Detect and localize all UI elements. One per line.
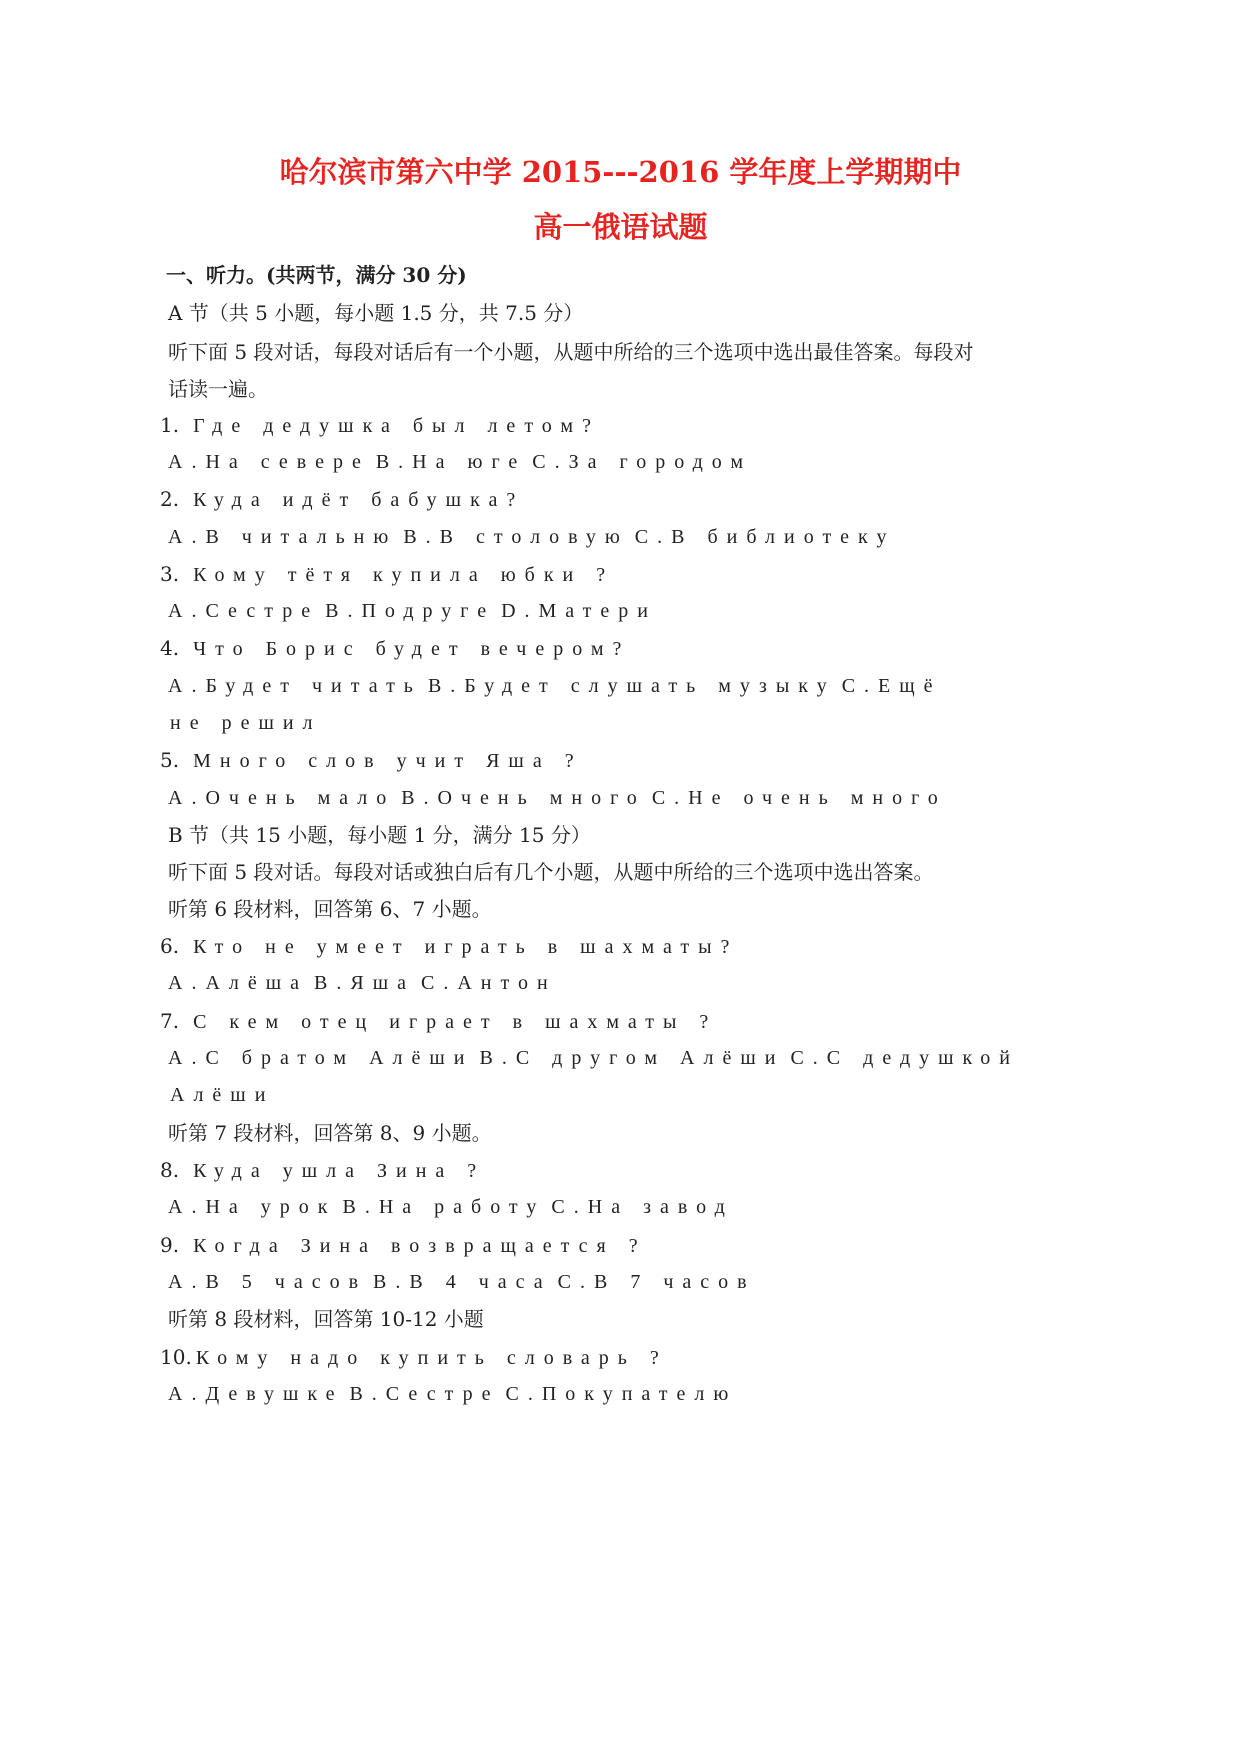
option-a: A.Сестре xyxy=(168,600,320,622)
part-a-instruction-cont: 话读一遍。 xyxy=(168,377,268,401)
question-item xyxy=(160,1233,647,1258)
option-b: B.Яша xyxy=(314,972,415,994)
question-number: 3. xyxy=(160,562,180,586)
option-a: A.Алёша xyxy=(168,972,309,994)
question-item xyxy=(160,636,630,661)
option-c: C.Не очень много xyxy=(651,787,947,809)
option-b: B.Будет слушать музыку xyxy=(427,675,836,697)
option-c: C.На завод xyxy=(551,1196,734,1218)
question-item xyxy=(160,1009,717,1034)
question-number: 5. xyxy=(160,748,180,772)
question-text: Кому тётя купила юбки ? xyxy=(193,564,615,586)
option-a: A.Девушке xyxy=(168,1383,344,1405)
options-row xyxy=(168,450,752,474)
option-c: C.В библиотеку xyxy=(634,526,896,548)
options-row xyxy=(168,599,657,623)
exam-title: 哈尔滨市第六中学 2015---2016 学年度上学期期中 xyxy=(279,155,962,189)
option-b: B.Сестре xyxy=(349,1383,500,1405)
option-a: A.Будет читать xyxy=(168,675,422,697)
material-note-8: 听第 8 段材料，回答第 10-12 小题 xyxy=(168,1307,484,1331)
option-b: B.Подруге xyxy=(325,600,496,622)
question-number: 7. xyxy=(160,1009,180,1033)
question-text: С кем отец играет в шахматы ? xyxy=(193,1011,718,1033)
option-b: B.Очень много xyxy=(401,787,646,809)
question-text: Когда Зина возвращается ? xyxy=(193,1235,647,1257)
question-text: Кто не умеет играть в шахматы? xyxy=(193,936,739,958)
question-number: 6. xyxy=(160,934,180,958)
option-c: D.Матери xyxy=(501,600,657,622)
part-b-heading: B 节（共 15 小题，每小题 1 分，满分 15 分） xyxy=(168,823,591,847)
options-row xyxy=(168,971,557,995)
part-a-heading: A 节（共 5 小题，每小题 1.5 分，共 7.5 分） xyxy=(168,301,584,325)
part-b-instruction: 听下面 5 段对话。每段对话或独白后有几个小题，从题中所给的三个选项中选出答案。 xyxy=(168,860,934,884)
question-number: 4. xyxy=(160,636,180,660)
options-row xyxy=(168,1382,737,1406)
question-text: Куда идёт бабушка? xyxy=(193,489,525,511)
option-c: C.В 7 часов xyxy=(557,1271,756,1293)
option-c-continued xyxy=(170,1083,274,1107)
material-note-6: 听第 6 段材料，回答第 6、7 小题。 xyxy=(168,897,492,921)
question-text: Где дедушка был летом? xyxy=(193,415,600,437)
question-number: 8. xyxy=(160,1158,180,1182)
option-b: B.В столовую xyxy=(403,526,629,548)
option-c: C.Покупателю xyxy=(505,1383,738,1405)
options-row xyxy=(168,1270,756,1294)
question-number: 9. xyxy=(160,1233,180,1257)
option-a: A.На севере xyxy=(168,451,370,473)
option-a: A.Очень мало xyxy=(168,787,396,809)
option-c: C.Антон xyxy=(421,972,557,994)
option-b: B.С другом Алёши xyxy=(479,1047,785,1069)
question-text: Кому надо купить словарь ? xyxy=(195,1347,668,1369)
option-c: C.За городом xyxy=(532,451,753,473)
option-c-wrap: не решил xyxy=(170,712,322,734)
question-item xyxy=(160,413,600,438)
option-a: A.На урок xyxy=(168,1196,337,1218)
question-number: 1. xyxy=(160,413,180,437)
question-item xyxy=(160,1158,485,1183)
options-row xyxy=(168,674,942,698)
option-b: B.На работу xyxy=(342,1196,546,1218)
question-item xyxy=(160,562,614,587)
part-a-instruction: 听下面 5 段对话，每段对话后有一个小题，从题中所给的三个选项中选出最佳答案。每段对 xyxy=(168,340,974,364)
options-row xyxy=(168,525,896,549)
option-a: A.С братом Алёши xyxy=(168,1047,474,1069)
option-c: C.С дедушкой xyxy=(790,1047,1019,1069)
material-note-7: 听第 7 段材料，回答第 8、9 小题。 xyxy=(168,1121,492,1145)
question-number: 2. xyxy=(160,487,180,511)
question-text: Куда ушла Зина ? xyxy=(193,1160,486,1182)
question-number: 10. xyxy=(160,1345,192,1369)
options-row xyxy=(168,786,947,810)
section-heading: 一、听力。(共两节，满分 30 分) xyxy=(166,263,467,287)
option-c-wrap: Алёши xyxy=(170,1084,275,1106)
question-item xyxy=(160,748,583,773)
question-text: Что Борис будет вечером? xyxy=(193,638,631,660)
option-c: C.Ещё xyxy=(841,675,942,697)
options-row xyxy=(168,1195,734,1219)
option-a: A.В 5 часов xyxy=(168,1271,368,1293)
option-c-continued xyxy=(170,711,322,735)
question-text: Много слов учит Яша ? xyxy=(193,750,583,772)
question-item xyxy=(160,1345,668,1370)
option-b: B.На юге xyxy=(375,451,527,473)
question-item xyxy=(160,487,524,512)
options-row xyxy=(168,1046,1019,1070)
question-item xyxy=(160,934,738,959)
exam-subtitle: 高一俄语试题 xyxy=(533,210,708,244)
option-b: B.В 4 часа xyxy=(373,1271,552,1293)
option-a: A.В читальню xyxy=(168,526,398,548)
